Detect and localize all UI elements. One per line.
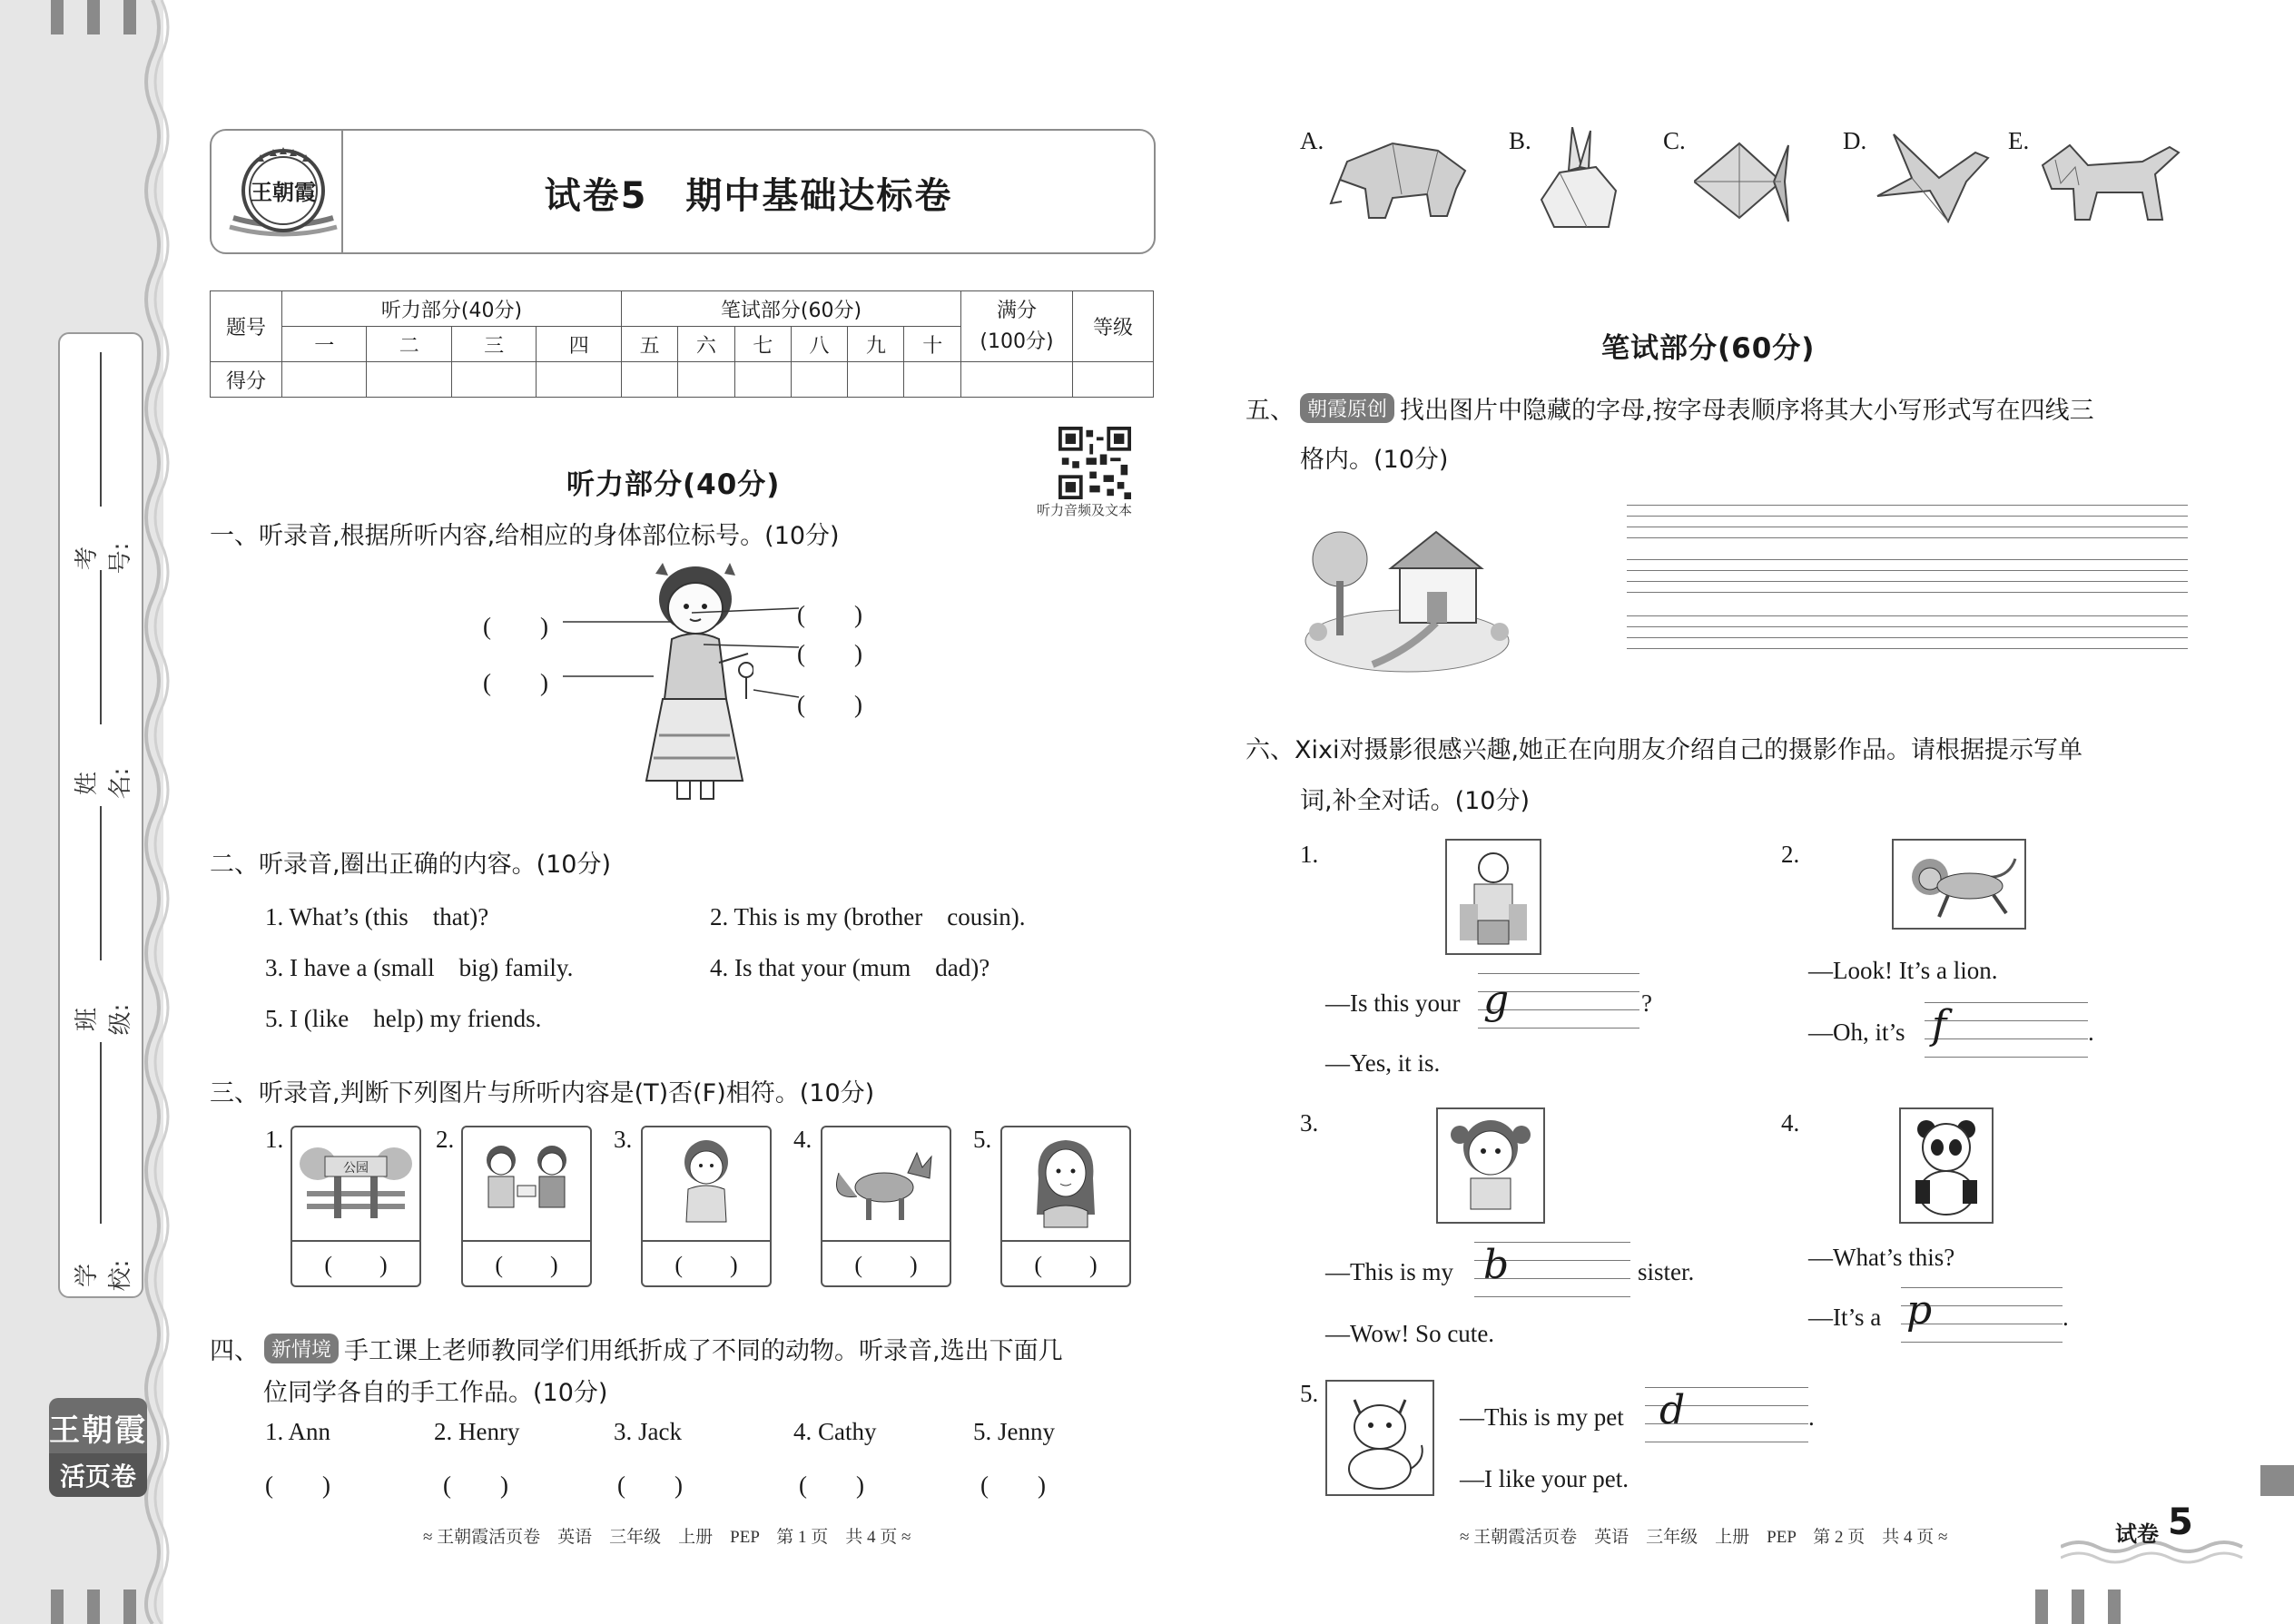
card-divider xyxy=(822,1240,950,1242)
baby-girl-icon xyxy=(1438,1109,1543,1222)
q2-item-1: 1. What’s (this that)? xyxy=(265,903,489,930)
col-1: 一 xyxy=(282,327,367,362)
q3-card-park xyxy=(290,1126,421,1287)
answer-paren[interactable]: ( ) xyxy=(980,1471,1046,1499)
q6-heading: 六、Xixi对摄影很感兴趣,她正在向朋友介绍自己的摄影作品。请根据提示写单 xyxy=(1245,736,2083,764)
q4-prefix: 四、 xyxy=(210,1337,259,1365)
bar-mark xyxy=(2108,1590,2121,1624)
answer-paren[interactable]: ( ) xyxy=(443,1471,508,1499)
q6-1-line1: —Is this your xyxy=(1325,989,1461,1017)
hint-letter: p xyxy=(1906,1287,1933,1334)
hint-letter: g xyxy=(1483,977,1510,1023)
grade-label: 等级 xyxy=(1073,291,1154,362)
lion-icon xyxy=(1894,841,2024,928)
score-table xyxy=(210,290,1154,398)
bar-mark xyxy=(123,0,136,34)
col-6: 六 xyxy=(678,327,734,362)
fox-icon xyxy=(830,1137,942,1227)
qr-caption: 听力音频及文本 xyxy=(1037,502,1133,518)
seal-logo-icon xyxy=(224,138,342,243)
col-3: 三 xyxy=(451,327,536,362)
name-field[interactable] xyxy=(100,570,102,724)
q6-2-line0: —Look! It’s a lion. xyxy=(1808,957,1998,984)
q6-number: 3. xyxy=(1300,1109,1319,1137)
hint-letter: b xyxy=(1483,1242,1510,1288)
q2-item-4: 4. Is that your (mum dad)? xyxy=(710,954,990,981)
woman-icon xyxy=(1020,1133,1111,1229)
two-kids-icon xyxy=(472,1137,581,1227)
bar-mark xyxy=(2072,1590,2084,1624)
q6-3-line2: —Wow! So cute. xyxy=(1325,1320,1495,1347)
student-info-box xyxy=(58,332,143,1298)
edge-tab xyxy=(2260,1465,2294,1496)
score-cell[interactable] xyxy=(961,362,1073,398)
page-title: 试卷5 期中基础达标卷 xyxy=(544,175,953,217)
origami-lion-icon xyxy=(2033,138,2182,225)
answer-paren[interactable]: ( ) xyxy=(324,1252,388,1278)
q2-heading: 二、听录音,圈出正确的内容。(10分) xyxy=(210,851,612,879)
score-cell[interactable] xyxy=(537,362,622,398)
writing-title: 笔试部分(60分) xyxy=(1601,332,1816,365)
q6-1-line2: —Yes, it is. xyxy=(1325,1049,1441,1077)
origami-rabbit-icon xyxy=(1532,127,1627,236)
q4-name-5: 5. Jenny xyxy=(973,1418,1055,1445)
footer-left: ≈ 王朝霞活页卷 英语 三年级 上册 PEP 第 1 页 共 4 页 ≈ xyxy=(423,1528,911,1547)
panda-icon xyxy=(1901,1109,1992,1222)
answer-paren[interactable]: ( ) xyxy=(483,613,548,640)
q4-name-4: 4. Cathy xyxy=(793,1418,877,1445)
answer-band[interactable] xyxy=(1925,1002,2088,1057)
q6-5-line2: —I like your pet. xyxy=(1460,1465,1629,1492)
q6-3-end: sister. xyxy=(1638,1258,1695,1285)
lion-photo xyxy=(1892,839,2026,930)
q3-number: 1. xyxy=(265,1126,284,1153)
listening-title: 听力部分(40分) xyxy=(566,468,781,501)
q4-name-1: 1. Ann xyxy=(265,1418,331,1445)
col-9: 九 xyxy=(848,327,904,362)
answer-paren[interactable]: ( ) xyxy=(483,669,548,696)
writing-label: 笔试部分(60分) xyxy=(621,291,960,327)
card-divider xyxy=(292,1240,419,1242)
col-7: 七 xyxy=(734,327,791,362)
name-label: 姓名: xyxy=(74,767,134,800)
full-score-label: 满分 xyxy=(996,299,1037,322)
brand-line2: 活页卷 xyxy=(49,1453,147,1497)
id-label: 考号: xyxy=(74,542,134,575)
writing-band-2[interactable] xyxy=(1627,559,2188,592)
q4-heading xyxy=(210,1331,1063,1366)
header-box xyxy=(210,129,1156,254)
q6-2-end: . xyxy=(2088,1019,2094,1046)
origami-label-d: D. xyxy=(1843,127,1867,154)
score-cell[interactable] xyxy=(791,362,847,398)
q2-item-3: 3. I have a (small big) family. xyxy=(265,954,574,981)
col-8: 八 xyxy=(791,327,847,362)
hint-letter: f xyxy=(1932,1002,1947,1048)
q2-item-2: 2. This is my (brother cousin). xyxy=(710,903,1026,930)
full-score-cell xyxy=(961,291,1073,362)
col-2: 二 xyxy=(367,327,451,362)
class-field[interactable] xyxy=(100,806,102,960)
bar-mark xyxy=(87,1590,100,1624)
binding-strip xyxy=(0,0,163,1624)
q5-text: 找出图片中隐藏的字母,按字母表顺序将其大小写形式写在四线三 xyxy=(1400,397,2094,425)
wave-decoration xyxy=(2061,1521,2260,1572)
q6-heading-cont: 词,补全对话。(10分) xyxy=(1300,787,1531,815)
header-label: 题号 xyxy=(211,291,282,362)
score-cell[interactable] xyxy=(904,362,961,398)
answer-paren[interactable]: ( ) xyxy=(1034,1252,1098,1278)
answer-paren[interactable]: ( ) xyxy=(495,1252,558,1278)
q6-3-line1: —This is my xyxy=(1325,1258,1454,1285)
grandpa-icon xyxy=(1447,841,1540,953)
q6-4-line0: —What’s this? xyxy=(1808,1244,1955,1271)
q3-heading: 三、听录音,判断下列图片与所听内容是(T)否(F)相符。(10分) xyxy=(210,1079,875,1107)
col-4: 四 xyxy=(537,327,622,362)
bar-mark xyxy=(123,1590,136,1624)
q4-heading-cont: 位同学各自的手工作品。(10分) xyxy=(263,1379,608,1407)
answer-paren[interactable]: ( ) xyxy=(617,1471,683,1499)
q3-number: 4. xyxy=(793,1126,812,1153)
origami-bird-icon xyxy=(1876,127,1990,227)
listening-label: 听力部分(40分) xyxy=(282,291,622,327)
answer-paren[interactable]: ( ) xyxy=(797,640,862,667)
q3-number: 3. xyxy=(614,1126,633,1153)
q6-5-end: . xyxy=(1808,1403,1815,1431)
col-10: 十 xyxy=(904,327,961,362)
bar-mark xyxy=(51,0,64,34)
origami-label-c: C. xyxy=(1663,127,1686,154)
q3-card-boy xyxy=(641,1126,772,1287)
score-cell[interactable] xyxy=(367,362,451,398)
answer-paren[interactable]: ( ) xyxy=(674,1252,738,1278)
score-cell[interactable] xyxy=(621,362,677,398)
origami-fish-icon xyxy=(1694,127,1790,234)
hint-letter: d xyxy=(1659,1387,1686,1433)
q6-4-end: . xyxy=(2063,1304,2069,1331)
answer-paren[interactable]: ( ) xyxy=(265,1471,330,1499)
q3-number: 5. xyxy=(973,1126,992,1153)
park-gate-icon xyxy=(298,1137,414,1227)
new-context-tag: 新情境 xyxy=(264,1334,339,1363)
original-tag: 朝霞原创 xyxy=(1300,393,1394,423)
score-cell[interactable] xyxy=(848,362,904,398)
score-cell[interactable] xyxy=(678,362,734,398)
id-field[interactable] xyxy=(100,352,102,507)
origami-label-e: E. xyxy=(2008,127,2030,154)
svg-text:公园: 公园 xyxy=(343,1161,369,1176)
wave-edge xyxy=(143,0,180,1624)
answer-paren[interactable]: ( ) xyxy=(799,1471,864,1499)
q3-card-woman xyxy=(1000,1126,1131,1287)
pointer-lines xyxy=(545,590,808,717)
col-5: 五 xyxy=(621,327,677,362)
brand-badge xyxy=(49,1398,147,1492)
writing-band-3[interactable] xyxy=(1627,615,2188,648)
bar-mark xyxy=(51,1590,64,1624)
origami-elephant-icon xyxy=(1329,134,1480,225)
q6-number: 5. xyxy=(1300,1380,1319,1407)
q3-card-kids xyxy=(461,1126,592,1287)
score-cell[interactable] xyxy=(1073,362,1154,398)
answer-paren[interactable]: ( ) xyxy=(797,691,862,718)
score-cell[interactable] xyxy=(734,362,791,398)
answer-paren[interactable]: ( ) xyxy=(854,1252,918,1278)
bar-mark xyxy=(2035,1590,2048,1624)
q6-number: 1. xyxy=(1300,841,1319,868)
card-divider xyxy=(1002,1240,1129,1242)
q6-2-line1: —Oh, it’s xyxy=(1808,1019,1905,1046)
origami-label-b: B. xyxy=(1509,127,1531,154)
school-label: 学校: xyxy=(74,1259,134,1292)
footer-right: ≈ 王朝霞活页卷 英语 三年级 上册 PEP 第 2 页 共 4 页 ≈ xyxy=(1460,1528,1948,1547)
q2-item-5: 5. I (like help) my friends. xyxy=(265,1005,542,1032)
q6-1-end: ? xyxy=(1641,989,1652,1017)
paper-number: 5 xyxy=(2168,1501,2193,1543)
q5-prefix: 五、 xyxy=(1245,397,1295,425)
paper-label: 试卷 xyxy=(2115,1521,2159,1547)
writing-band-1[interactable] xyxy=(1627,505,2188,537)
class-label: 班级: xyxy=(74,1003,134,1036)
score-cell[interactable] xyxy=(282,362,367,398)
score-row-label: 得分 xyxy=(211,362,282,398)
full-score-value: (100分) xyxy=(980,330,1054,353)
bar-mark xyxy=(87,0,100,34)
q6-number: 4. xyxy=(1781,1109,1800,1137)
hidden-letters-scene-icon xyxy=(1300,505,1514,677)
brand-line1: 王朝霞 xyxy=(49,1412,147,1449)
q5-heading-cont: 格内。(10分) xyxy=(1300,446,1449,474)
answer-paren[interactable]: ( ) xyxy=(797,601,862,628)
baby-photo xyxy=(1436,1107,1545,1224)
origami-label-a: A. xyxy=(1300,127,1324,154)
q1-heading: 一、听录音,根据所听内容,给相应的身体部位标号。(10分) xyxy=(210,522,840,550)
dog-photo xyxy=(1325,1380,1434,1496)
q4-text: 手工课上老师教同学们用纸折成了不同的动物。听录音,选出下面几 xyxy=(344,1337,1063,1365)
q6-5-line1: —This is my pet xyxy=(1460,1403,1624,1431)
panda-photo xyxy=(1899,1107,1994,1224)
qr-code-icon[interactable] xyxy=(1058,427,1131,499)
boy-icon xyxy=(661,1135,752,1229)
score-cell[interactable] xyxy=(451,362,536,398)
q4-name-3: 3. Jack xyxy=(614,1418,682,1445)
q6-number: 2. xyxy=(1781,841,1800,868)
q3-number: 2. xyxy=(436,1126,455,1153)
school-field[interactable] xyxy=(100,1042,102,1224)
q6-4-line1: —It’s a xyxy=(1808,1304,1882,1331)
card-divider xyxy=(463,1240,590,1242)
q3-card-fox xyxy=(821,1126,951,1287)
q5-heading xyxy=(1245,390,2094,426)
svg-text:王朝霞: 王朝霞 xyxy=(251,179,316,205)
grandpa-photo xyxy=(1445,839,1541,955)
q4-name-2: 2. Henry xyxy=(434,1418,520,1445)
card-divider xyxy=(643,1240,770,1242)
dog-icon xyxy=(1327,1382,1433,1494)
